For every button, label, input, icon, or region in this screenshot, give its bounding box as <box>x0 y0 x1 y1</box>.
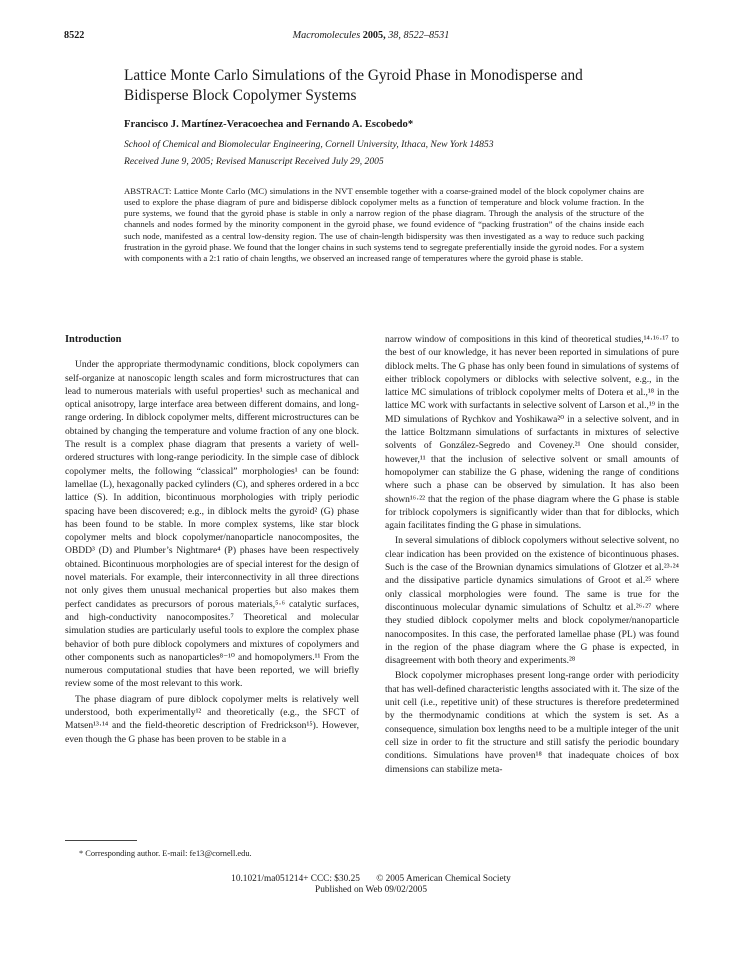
journal-pages: 8522–8531 <box>403 30 450 41</box>
body-paragraph: narrow window of compositions in this kind of theoretical studies,¹⁴·¹⁶·¹⁷ to the best of our knowledge, it has never been reported in simulations of pure diblock melts. The G phase has only been found in simulations of systems of either triblock copolymers or diblocks with selective solvent, e.g., in the lattice MC simulations of triblock copolymer melts of Dotera et al.,¹⁸ in the lattice MC work with surfactants in selective solvent of Larson et al.,¹⁹ in the MD simulations of Rychkov and Yoshikawa²⁰ in a selective solvent, and in the lattice Boltzmann simulations of surfactants in mixtures of selective solvents of González-Segredo and Coveney.²¹ One should consider, however,¹¹ that the inclusion of selective solvent or small amounts of homopolymer can stabilize the G phase, widening the range of conditions where such a phase can be observed by simulation. It has also been shown¹⁶·²² that the region of the phase diagram where the G phase is stable for triblock copolymers is significantly wider than that for diblocks, which again facilitates finding the G phase in simulations. <box>385 334 679 532</box>
right-column <box>385 333 679 776</box>
body-paragraph: In several simulations of diblock copolymers without selective solvent, no clear indication has been provided on the existence of bicontinuous phases. Such is the case of the Brownian dynamics simulations of Glotzer et al.²³·²⁴ and the dissipative particle dynamics simulations of Groot et al.²⁵ where only classical morphologies were found. The same is true for the discontinuous molecular dynamic simulations of Schultz et al.²⁶·²⁷ where they studied diblock copolymer melts and block copolymer/nanoparticle nanocomposites. In this case, the perforated lamellae phase (PL) was found in the region of the phase diagram where the G phase is expected, in disagreement with both theory and experiments.²⁸ <box>385 535 679 667</box>
doi-line <box>0 874 742 884</box>
doi-and-price: 10.1021/ma051214+ CCC: $30.25 <box>231 874 360 884</box>
running-head <box>64 30 678 44</box>
abstract: ABSTRACT: Lattice Monte Carlo (MC) simulations in the NVT ensemble together with a coarse-grained model of the block copolymer chains are used to explore the phase diagram of pure and bidisperse diblock copolymer melts as a function of temperature and block volume fraction. In the pure systems, we found that the gyroid phase is stable in only a narrow region of the phase diagram. Through the analysis of the structure of the channels and nodes formed by the minority component in the gyroid phase, we found evidence of “packing frustration” of the chains inside each such node, manifested as a central low-density region. The use of chain-length bidispersity was then investigated as a way to reduce such packing frustration in the gyroid phase. We found that the longer chains in such systems tend to segregate preferentially inside the gyroid nodes. For a system with components with a 2:1 ratio of chain lengths, we observed an increased range of temperatures where the gyroid phase is stable. <box>124 186 644 263</box>
publication-date: Published on Web 09/02/2005 <box>315 885 427 895</box>
footnote-divider <box>65 840 137 841</box>
journal-volume: 38, <box>388 30 401 41</box>
section-heading-introduction: Introduction <box>65 334 122 345</box>
body-paragraph: Under the appropriate thermodynamic conditions, block copolymers can self-organize at nanoscopic length scales and form microstructures that can lead to numerous materials with useful properties¹ such as mechanical and optical anisotropy, large interface area between different domains, and long-range ordering. In diblock copolymer melts, different microstructures can be obtained by changing the temperature and volume fraction of any one block. The result is a complex phase diagram that presents a variety of well-ordered structures with long-range periodicity. In the simple case of diblock copolymer melts, the following “classical” morphologies¹ can be found: lamellae (L), hexagonally packed cylinders (C), and spheres ordered in a bcc lattice (S). In addition, bicontinuous morphologies with triply periodic spacing have been discovered; e.g., in diblock melts the gyroid² (G) phase has been found to be stable. In more complex systems, like star block copolymer melts and block copolymer/nanoparticle nanocomposites, the OBDD³ (D) and Plumber’s Nightmare⁴ (P) phases have been respectively obtained. Bicontinuous morphologies are of special interest for the design of novel materials. For example, their interconnectivity in all three directions not only gives them unusual mechanical properties but also makes them perfect candidates as precursors of porous materials,⁵·⁶ catalytic surfaces, and high-conductivity nanocomposites.⁷ Theoretical and molecular simulation studies are particularly useful tools to explore the complex phase behavior of both pure diblock copolymers and mixtures of copolymers and other components such as nanoparticles⁸⁻¹⁰ and homopolymers.¹¹ From the numerous computational studies that have been reported, we will briefly review some of the most relevant to this work. <box>65 359 359 690</box>
left-column <box>65 333 359 746</box>
corresponding-author-footnote: * Corresponding author. E-mail: fe13@cornell.edu. <box>79 849 252 858</box>
body-paragraph: Block copolymer microphases present long-range order with periodicity that has well-defined characteristic lengths associated with it. The size of the unit cell (i.e., repetitive unit) of these structures is therefore predetermined by the thermodynamic conditions at which the system is set. As a consequence, simulation box lengths need to be a multiple integer of the unit cell size in order to fit the structure and still satisfy the periodic boundary conditions. Simulations have proven¹⁸ that inadequate choices of box dimensions can stabilize meta- <box>385 670 679 775</box>
author-affiliation: School of Chemical and Biomolecular Engineering, Cornell University, Ithaca, New York 14853 <box>124 139 494 150</box>
journal-name: Macromolecules <box>292 30 361 41</box>
article-authors: Francisco J. Martínez-Veracoechea and Fernando A. Escobedo* <box>124 119 414 130</box>
received-dates: Received June 9, 2005; Revised Manuscript Received July 29, 2005 <box>124 156 384 167</box>
copyright-notice: © 2005 American Chemical Society <box>376 874 511 884</box>
body-paragraph: The phase diagram of pure diblock copolymer melts is relatively well understood, both experimentally¹² and theoretically (e.g., the SFCT of Matsen¹³·¹⁴ and the field-theoretic description of Fredrickson¹⁵). However, even though the G phase has been proven to be stable in a <box>65 693 359 745</box>
journal-year: 2005, <box>362 30 386 41</box>
page-number: 8522 <box>64 30 85 41</box>
article-title: Lattice Monte Carlo Simulations of the Gyroid Phase in Monodisperse and Bidisperse Block Copolymer Systems <box>124 67 583 104</box>
journal-citation <box>64 30 678 41</box>
